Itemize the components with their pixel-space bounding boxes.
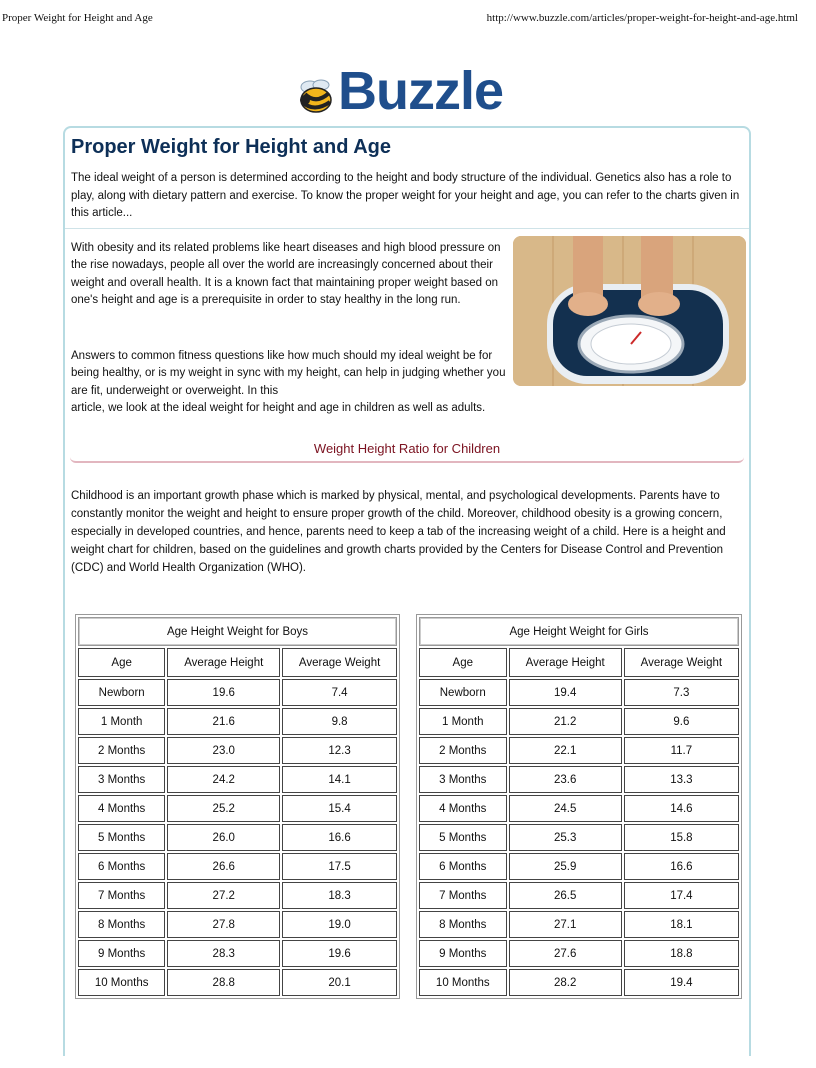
table-cell: Newborn [419,679,507,706]
table-cell: 27.6 [509,940,622,967]
table-cell: 2 Months [419,737,507,764]
article-paragraph-3: Childhood is an important growth phase which is marked by physical, mental, and psychological developments. Parents have to constantly monitor the weight and height to ensure proper growth of the child. Moreover, childhood obesity is a growing concern, especially in developed countries, and hence, parents need to keep a tab of the increasing weight of a child. Here is a height and weight chart for children, based on the guidelines and growth charts provided by the Centers for Disease Control and Prevention (CDC) and World Health Organization (WHO). [71,490,726,574]
boys-table-caption: Age Height Weight for Boys [78,617,397,646]
table-row [419,795,739,822]
print-header-title: Proper Weight for Height and Age [2,12,153,24]
table-cell: 24.2 [167,766,280,793]
table-cell: 15.8 [624,824,739,851]
table-cell: 9.8 [282,708,397,735]
table-cell: 25.2 [167,795,280,822]
table-row [78,824,397,851]
bee-icon [296,75,336,115]
table-cell: 9 Months [78,940,165,967]
table-cell: 28.8 [167,969,280,996]
logo-wordmark: Buzzle [338,61,504,121]
table-row [78,708,397,735]
table-row [78,853,397,880]
table-row [419,853,739,880]
table-cell: 27.1 [509,911,622,938]
boys-header-age: Age [78,648,165,677]
table-cell: 19.4 [624,969,739,996]
table-cell: 19.6 [167,679,280,706]
article-paragraph-1: With obesity and its related problems like heart diseases and high blood pressure on the rise nowadays, people all over the world are increasingly concerned about their weight and overall health. It is a known fact that maintaining proper weight based on one's height and age is a prerequisite in order to stay healthy in the long run. [71,242,501,306]
table-row [78,737,397,764]
girls-header-weight: Average Weight [624,648,739,677]
table-row [419,679,739,706]
table-row [78,911,397,938]
article-title: Proper Weight for Height and Age [71,136,392,158]
table-cell: 28.2 [509,969,622,996]
table-cell: 27.8 [167,911,280,938]
boys-header-weight: Average Weight [282,648,397,677]
table-cell: 22.1 [509,737,622,764]
table-row [78,969,397,996]
table-cell: 5 Months [78,824,165,851]
table-cell: 13.3 [624,766,739,793]
table-row [419,882,739,909]
table-cell: 25.9 [509,853,622,880]
table-row [419,737,739,764]
table-cell: 25.3 [509,824,622,851]
section-heading: Weight Height Ratio for Children [70,441,744,463]
table-cell: 26.6 [167,853,280,880]
table-cell: 6 Months [78,853,165,880]
table-cell: 10 Months [419,969,507,996]
table-cell: 15.4 [282,795,397,822]
table-row [419,911,739,938]
table-cell: 14.6 [624,795,739,822]
table-cell: 21.2 [509,708,622,735]
table-cell: 7.4 [282,679,397,706]
table-cell: 16.6 [624,853,739,880]
table-cell: 18.3 [282,882,397,909]
table-cell: 24.5 [509,795,622,822]
table-cell: 1 Month [419,708,507,735]
table-row [419,969,739,996]
girls-header-age: Age [419,648,507,677]
girls-header-height: Average Height [509,648,622,677]
table-cell: 17.4 [624,882,739,909]
table-cell: 3 Months [419,766,507,793]
table-cell: 23.0 [167,737,280,764]
buzzle-logo[interactable] [296,60,536,122]
table-cell: 8 Months [78,911,165,938]
article-paragraph-2-line-2: article, we look at the ideal weight for height and age in children as well as adults. [71,401,486,414]
table-cell: 14.1 [282,766,397,793]
girls-table-caption: Age Height Weight for Girls [419,617,739,646]
table-cell: 7 Months [78,882,165,909]
table-cell: 27.2 [167,882,280,909]
girls-table [416,614,742,999]
table-row [78,679,397,706]
table-cell: 23.6 [509,766,622,793]
article-paragraph-2 [71,348,507,417]
table-row [78,882,397,909]
table-row [78,766,397,793]
article-paragraph-2-line-1: Answers to common fitness questions like how much should my ideal weight be for being healthy, or is my weight in sync with my height, can help in judging whether you are fit, underweight or overweight. In this [71,350,506,397]
table-cell: 19.4 [509,679,622,706]
print-header-url[interactable]: http://www.buzzle.com/articles/proper-weight-for-height-and-age.html [486,12,798,24]
table-cell: 12.3 [282,737,397,764]
table-cell: 4 Months [78,795,165,822]
table-cell: 20.1 [282,969,397,996]
table-cell: 21.6 [167,708,280,735]
table-cell: Newborn [78,679,165,706]
weighing-scale-photo [513,236,746,386]
table-cell: 7 Months [419,882,507,909]
boys-header-height: Average Height [167,648,280,677]
table-cell: 17.5 [282,853,397,880]
table-cell: 18.1 [624,911,739,938]
table-cell: 9 Months [419,940,507,967]
boys-table [75,614,400,999]
table-cell: 11.7 [624,737,739,764]
article-intro: The ideal weight of a person is determined according to the height and body structure of the individual. Genetics also has a role to play, along with dietary pattern and exercise. To know the proper weight for your height and age, you can refer to the charts given in this article... [71,172,740,219]
table-row [78,940,397,967]
table-cell: 16.6 [282,824,397,851]
divider [65,228,749,229]
table-cell: 9.6 [624,708,739,735]
table-cell: 18.8 [624,940,739,967]
table-cell: 1 Month [78,708,165,735]
table-row [419,940,739,967]
table-cell: 19.0 [282,911,397,938]
table-cell: 2 Months [78,737,165,764]
table-cell: 6 Months [419,853,507,880]
table-cell: 19.6 [282,940,397,967]
table-cell: 7.3 [624,679,739,706]
table-row [419,766,739,793]
table-row [419,824,739,851]
table-cell: 3 Months [78,766,165,793]
table-cell: 28.3 [167,940,280,967]
table-cell: 26.5 [509,882,622,909]
table-cell: 26.0 [167,824,280,851]
table-row [78,795,397,822]
table-cell: 10 Months [78,969,165,996]
table-row [419,708,739,735]
table-cell: 8 Months [419,911,507,938]
table-cell: 4 Months [419,795,507,822]
table-cell: 5 Months [419,824,507,851]
